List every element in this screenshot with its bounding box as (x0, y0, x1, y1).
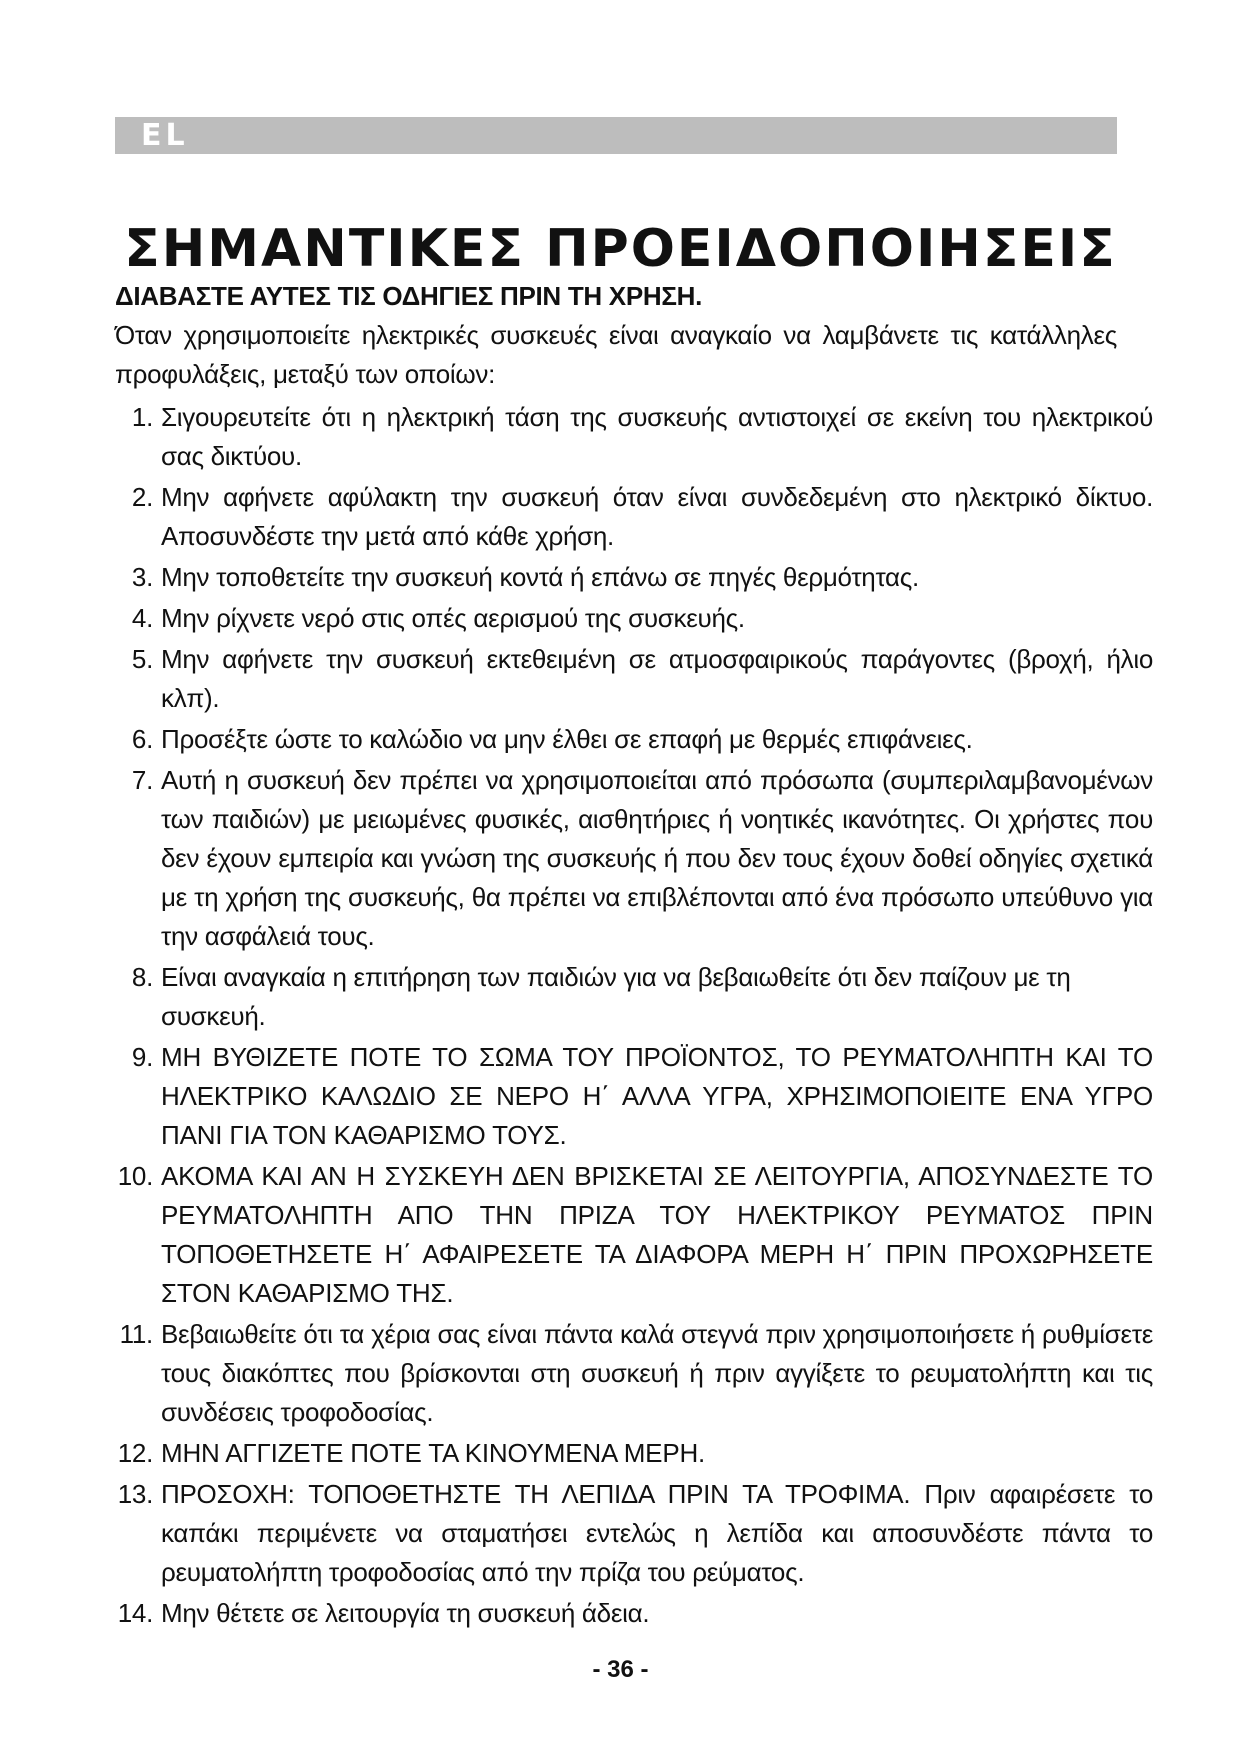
item-number: 10. (117, 1161, 153, 1191)
item-number: 6. (131, 724, 153, 754)
item-text: Μην αφήνετε αφύλακτη την συσκευή όταν είναι συνδεδεμένη στο ηλεκτρικό δίκτυο. Αποσυνδέστε την μετά από κάθε χρήση. (161, 482, 1153, 551)
item-text: Αυτή η συσκευή δεν πρέπει να χρησιμοποιείται από πρόσωπα (συμπεριλαμβανομένων των παιδιών) με μειωμένες φυσικές, αισθητήριες ή νοητικές ικανότητες. Οι χρήστες που δεν έχουν εμπειρία και γνώση της συσκευής ή που δεν τους έχουν δοθεί οδηγίες σχετικά με τη χρήση της συσκευής, θα πρέπει να επιβλέπονται από ένα πρόσωπο υπεύθυνο για την ασφάλειά τους. (161, 765, 1153, 951)
item-text: ΜΗ ΒΥΘΙΖΕΤΕ ΠΟΤΕ ΤΟ ΣΩΜΑ ΤΟΥ ΠΡΟΪΟΝΤΟΣ, ΤΟ ΡΕΥΜΑΤΟΛΗΠΤΗ ΚΑΙ ΤΟ ΗΛΕΚΤΡΙΚΟ ΚΑΛΩΔΙΟ ΣΕ ΝΕΡΟ Η΄ ΑΛΛΑ ΥΓΡΑ, ΧΡΗΣΙΜΟΠΟΙΕΙΤΕ ΕΝΑ ΥΓΡΟ ΠΑΝΙ ΓΙΑ ΤΟΝ ΚΑΘΑΡΙΣΜΟ ΤΟΥΣ. (161, 1042, 1153, 1150)
item-text: ΜΗΝ ΑΓΓΙΖΕΤΕ ΠΟΤΕ ΤΑ ΚΙΝΟΥΜΕΝΑ ΜΕΡΗ. (161, 1438, 706, 1468)
item-number: 7. (131, 765, 153, 795)
list-item (115, 398, 1195, 476)
list-item (115, 958, 1195, 1036)
item-number: 14. (117, 1598, 153, 1628)
subtitle: ΔΙΑΒΑΣΤΕ ΑΥΤΕΣ ΤΙΣ ΟΔΗΓΙΕΣ ΠΡΙΝ ΤΗ ΧΡΗΣΗ. (115, 281, 703, 311)
item-number: 11. (119, 1319, 153, 1349)
list-item (115, 1038, 1195, 1155)
page-title: ΣΗΜΑΝΤΙΚΕΣ ΠΡΟΕΙΔΟΠΟΙΗΣΕΙΣ (124, 218, 1117, 279)
item-number: 2. (131, 482, 153, 512)
item-text: ΠΡΟΣΟΧΗ: ΤΟΠΟΘΕΤΗΣΤΕ ΤΗ ΛΕΠΙΔΑ ΠΡΙΝ ΤΑ ΤΡΟΦΙΜΑ. Πριν αφαιρέσετε το καπάκι περιμένετε να σταματήσει εντελώς η λεπίδα και αποσυνδέστε πάντα το ρευματολήπτη τροφοδοσίας από την πρίζα του ρεύματος. (161, 1479, 1153, 1587)
item-number: 4. (131, 603, 153, 633)
item-text: Μην ρίχνετε νερό στις οπές αερισμού της συσκευής. (161, 603, 745, 633)
list-item (115, 1315, 1195, 1432)
warnings-content (115, 276, 1195, 1635)
list-item (115, 599, 1195, 638)
item-number: 3. (131, 562, 153, 592)
item-number: 8. (131, 962, 153, 992)
item-number: 5. (131, 644, 153, 674)
item-text: Προσέξτε ώστε το καλώδιο να μην έλθει σε επαφή με θερμές επιφάνειες. (161, 724, 973, 754)
item-text: Είναι αναγκαία η επιτήρηση των παιδιών για να βεβαιωθείτε ότι δεν παίζουν με τη συσκευή. (161, 962, 1071, 1031)
list-item (115, 720, 1195, 759)
list-item (115, 1157, 1195, 1313)
item-text: Μην τοποθετείτε την συσκευή κοντά ή επάνω σε πηγές θερμότητας. (161, 562, 919, 592)
list-item (115, 1475, 1195, 1592)
item-number: 1. (131, 402, 153, 432)
item-number: 9. (131, 1042, 153, 1072)
list-item (115, 558, 1195, 597)
intro-paragraph: Όταν χρησιμοποιείτε ηλεκτρικές συσκευές είναι αναγκαίο να λαμβάνετε τις κατάλληλες προφυλάξεις, μεταξύ των οποίων: (115, 320, 1117, 389)
language-code: EL (141, 118, 189, 153)
item-text: Βεβαιωθείτε ότι τα χέρια σας είναι πάντα καλά στεγνά πριν χρησιμοποιήσετε ή ρυθμίσετε τους διακόπτες που βρίσκονται στη συσκευή ή πριν αγγίξετε το ρευματολήπτη και τις συνδέσεις τροφοδοσίας. (161, 1319, 1153, 1427)
list-item (115, 1594, 1195, 1633)
list-item (115, 761, 1195, 956)
item-text: ΑΚΟΜΑ ΚΑΙ ΑΝ Η ΣΥΣΚΕΥΗ ΔΕΝ ΒΡΙΣΚΕΤΑΙ ΣΕ ΛΕΙΤΟΥΡΓΙΑ, ΑΠΟΣΥΝΔΕΣΤΕ ΤΟ ΡΕΥΜΑΤΟΛΗΠΤΗ ΑΠΟ ΤΗΝ ΠΡΙΖΑ ΤΟΥ ΗΛΕΚΤΡΙΚΟΥ ΡΕΥΜΑΤΟΣ ΠΡΙΝ ΤΟΠΟΘΕΤΗΣΕΤΕ Η΄ ΑΦΑΙΡΕΣΕΤΕ ΤΑ ΔΙΑΦΟΡΑ ΜΕΡΗ Η΄ ΠΡΙΝ ΠΡΟΧΩΡΗΣΕΤΕ ΣΤΟΝ ΚΑΘΑΡΙΣΜΟ ΤΗΣ. (161, 1161, 1153, 1308)
item-text: Σιγουρευτείτε ότι η ηλεκτρική τάση της συσκευής αντιστοιχεί σε εκείνη του ηλεκτρικού σας δικτύου. (161, 402, 1153, 471)
item-number: 12. (117, 1438, 153, 1468)
item-text: Μην αφήνετε την συσκευή εκτεθειμένη σε ατμοσφαιρικούς παράγοντες (βροχή, ήλιο κλπ). (161, 644, 1153, 713)
list-item (115, 478, 1195, 556)
list-item (115, 640, 1195, 718)
page-number: - 36 - (592, 1656, 649, 1683)
list-item (115, 1434, 1195, 1473)
language-bar (115, 117, 1117, 154)
item-number: 13. (117, 1479, 153, 1509)
item-text: Μην θέτετε σε λειτουργία τη συσκευή άδεια. (161, 1598, 650, 1628)
